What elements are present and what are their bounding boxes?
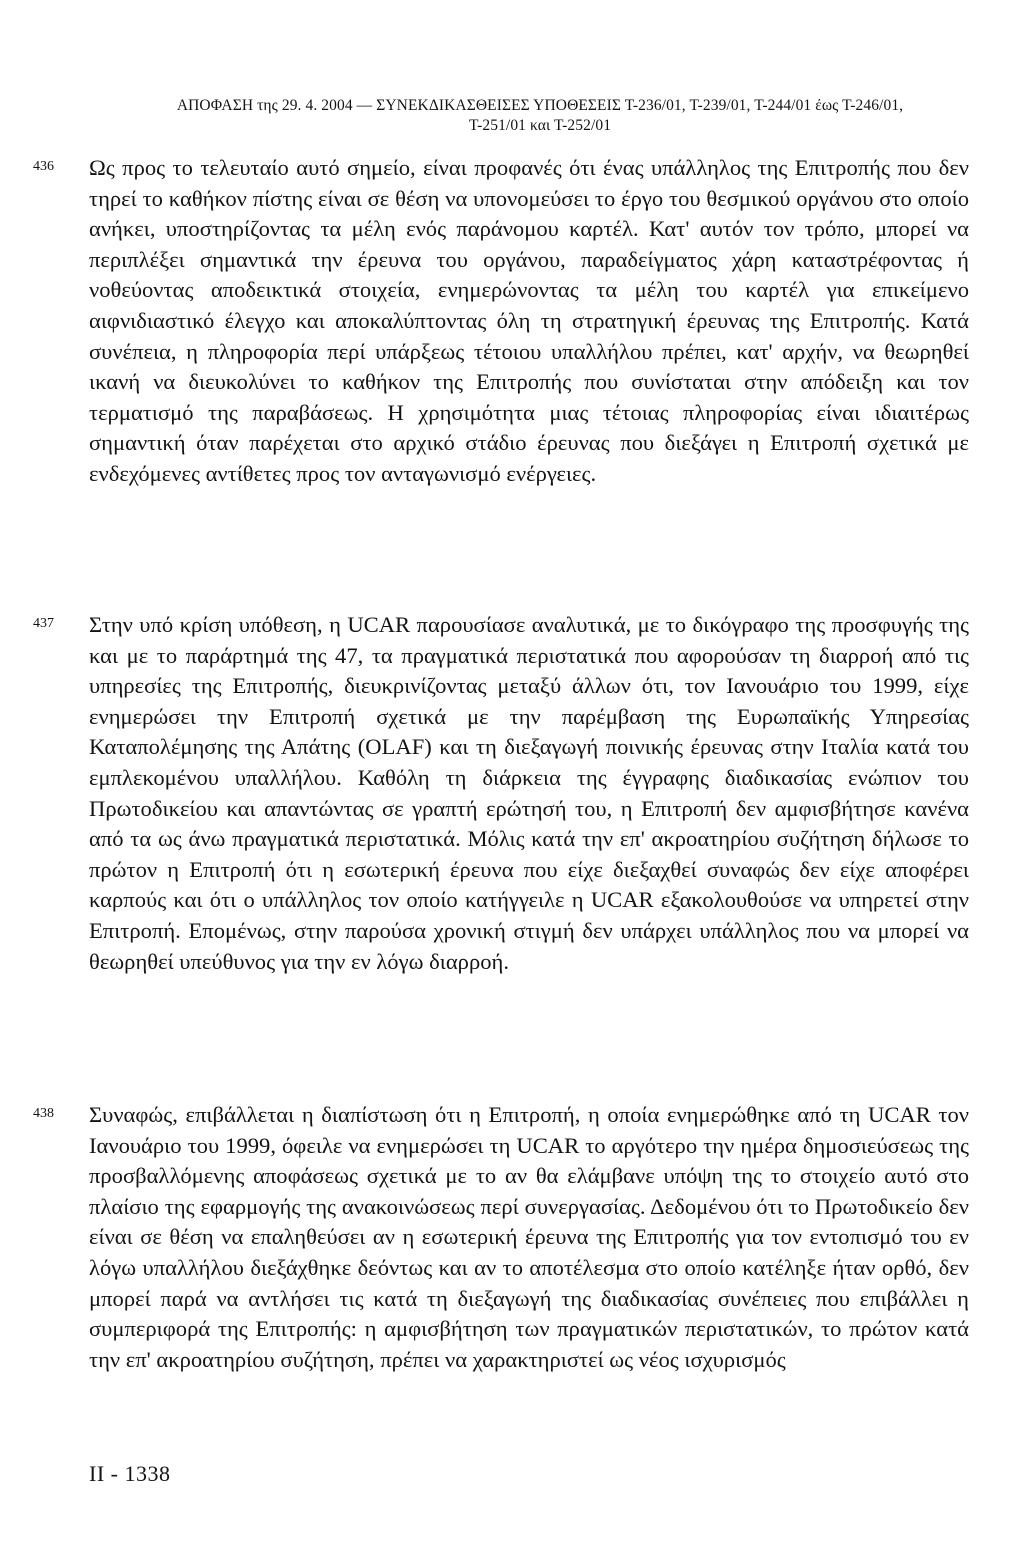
paragraph-number: 438 <box>33 1106 54 1121</box>
paragraph-438 <box>33 1100 969 1375</box>
paragraph-text: Ως προς το τελευταίο αυτό σημείο, είναι προφανές ότι ένας υπάλληλος της Επιτροπής που δεν τηρεί το καθήκον πίστης είναι σε θέση να υπονομεύσει το έργο του θεσμικού οργάνου στο οποίο ανήκει, υποστηρίζοντας τα μέλη ενός παράνομου καρτέλ. Κατ' αυτόν τον τρόπο, μπορεί να περιπλέξει σημαντικά την έρευνα του οργάνου, παραδείγματος χάρη καταστρέφοντας ή νοθεύοντας αποδεικτικά στοιχεία, ενημερώνοντας τα μέλη του καρτέλ για επικείμενο αιφνιδιαστικό έλεγχο και αποκαλύπτοντας όλη τη στρατηγική έρευνας της Επιτροπής. Κατά συνέπεια, η πληροφορία περί υπάρξεως τέτοιου υπαλλήλου πρέπει, κατ' αρχήν, να θεωρηθεί ικανή να διευκολύνει το καθήκον της Επιτροπής που συνίσταται στην απόδειξη και τον τερματισμό της παραβάσεως. Η χρησιμότητα μιας τέτοιας πληροφορίας είναι ιδιαιτέρως σημαντική όταν παρέχεται στο αρχικό στάδιο έρευνας που διεξάγει η Επιτροπή σχετικά με ενδεχόμενες αντίθετες προς τον ανταγωνισμό ενέργειες. <box>89 155 969 486</box>
page-header <box>140 96 940 136</box>
paragraph-text: Στην υπό κρίση υπόθεση, η UCAR παρουσίασε αναλυτικά, με το δικόγραφο της προσφυγής της και με το παράρτημά της 47, τα πραγματικά περιστατικά που αφορούσαν τη διαρροή από τις υπηρεσίες της Επιτροπής, διευκρινίζοντας μεταξύ άλλων ότι, τον Ιανουάριο του 1999, είχε ενημερώσει την Επιτροπή σχετικά με την παρέμβαση της Ευρωπαϊκής Υπηρεσίας Καταπολέμησης της Απάτης (OLAF) και τη διεξαγωγή ποινικής έρευνας στην Ιταλία κατά του εμπλεκομένου υπαλλήλου. Καθόλη τη διάρκεια της έγγραφης διαδικασίας ενώπιον του Πρωτοδικείου και απαντώντας σε γραπτή ερώτησή του, η Επιτροπή δεν αμφισβήτησε κανένα από τα ως άνω πραγματικά περιστατικά. Μόλις κατά την επ' ακροατηρίου συζήτηση δήλωσε το πρώτον η Επιτροπή ότι η εσωτερική έρευνα που είχε διεξαχθεί συναφώς δεν είχε αποφέρει καρπούς και ότι ο υπάλληλος τον οποίο κατήγγειλε η UCAR εξακολουθούσε να υπηρετεί στην Επιτροπή. Επομένως, στην παρούσα χρονική στιγμή δεν υπάρχει υπάλληλος που να μπορεί να θεωρηθεί υπεύθυνος για την εν λόγω διαρροή. <box>89 612 969 974</box>
page-header-line-2: Τ-251/01 και Τ-252/01 <box>468 117 612 134</box>
page-header-line-1: ΑΠΟΦΑΣΗ της 29. 4. 2004 — ΣΥΝΕΚΔΙΚΑΣΘΕΙΣΕΣ ΥΠΟΘΕΣΕΙΣ Τ-236/01, Τ-239/01, Τ-244/01 έως Τ-246/01, <box>176 97 904 114</box>
paragraph-number: 436 <box>33 159 54 174</box>
paragraph-436 <box>33 153 969 490</box>
paragraph-number: 437 <box>33 616 54 631</box>
page-number: II - 1338 <box>89 1461 171 1486</box>
paragraph-437 <box>33 610 969 977</box>
paragraph-text: Συναφώς, επιβάλλεται η διαπίστωση ότι η Επιτροπή, η οποία ενημερώθηκε από τη UCAR τον Ιανουάριο του 1999, όφειλε να ενημερώσει τη UCAR το αργότερο την ημέρα δημοσιεύσεως της προσβαλλόμενης αποφάσεως σχετικά με το αν θα ελάμβανε υπόψη της το στοιχείο αυτό στο πλαίσιο της εφαρμογής της ανακοινώσεως περί συνεργασίας. Δεδομένου ότι το Πρωτοδικείο δεν είναι σε θέση να επαληθεύσει αν η εσωτερική έρευνα της Επιτροπής για τον εντοπισμό του εν λόγω υπαλλήλου διεξάχθηκε δεόντως και αν το αποτέλεσμα στο οποίο κατέληξε ήταν ορθό, δεν μπορεί παρά να αντλήσει τις κατά τη διεξαγωγή της διαδικασίας συνέπειες που επιβάλλει η συμπεριφορά της Επιτροπής: η αμφισβήτηση των πραγματικών περιστατικών, το πρώτον κατά την επ' ακροατηρίου συζήτηση, πρέπει να χαρακτηριστεί ως νέος ισχυρισμός <box>89 1102 969 1372</box>
